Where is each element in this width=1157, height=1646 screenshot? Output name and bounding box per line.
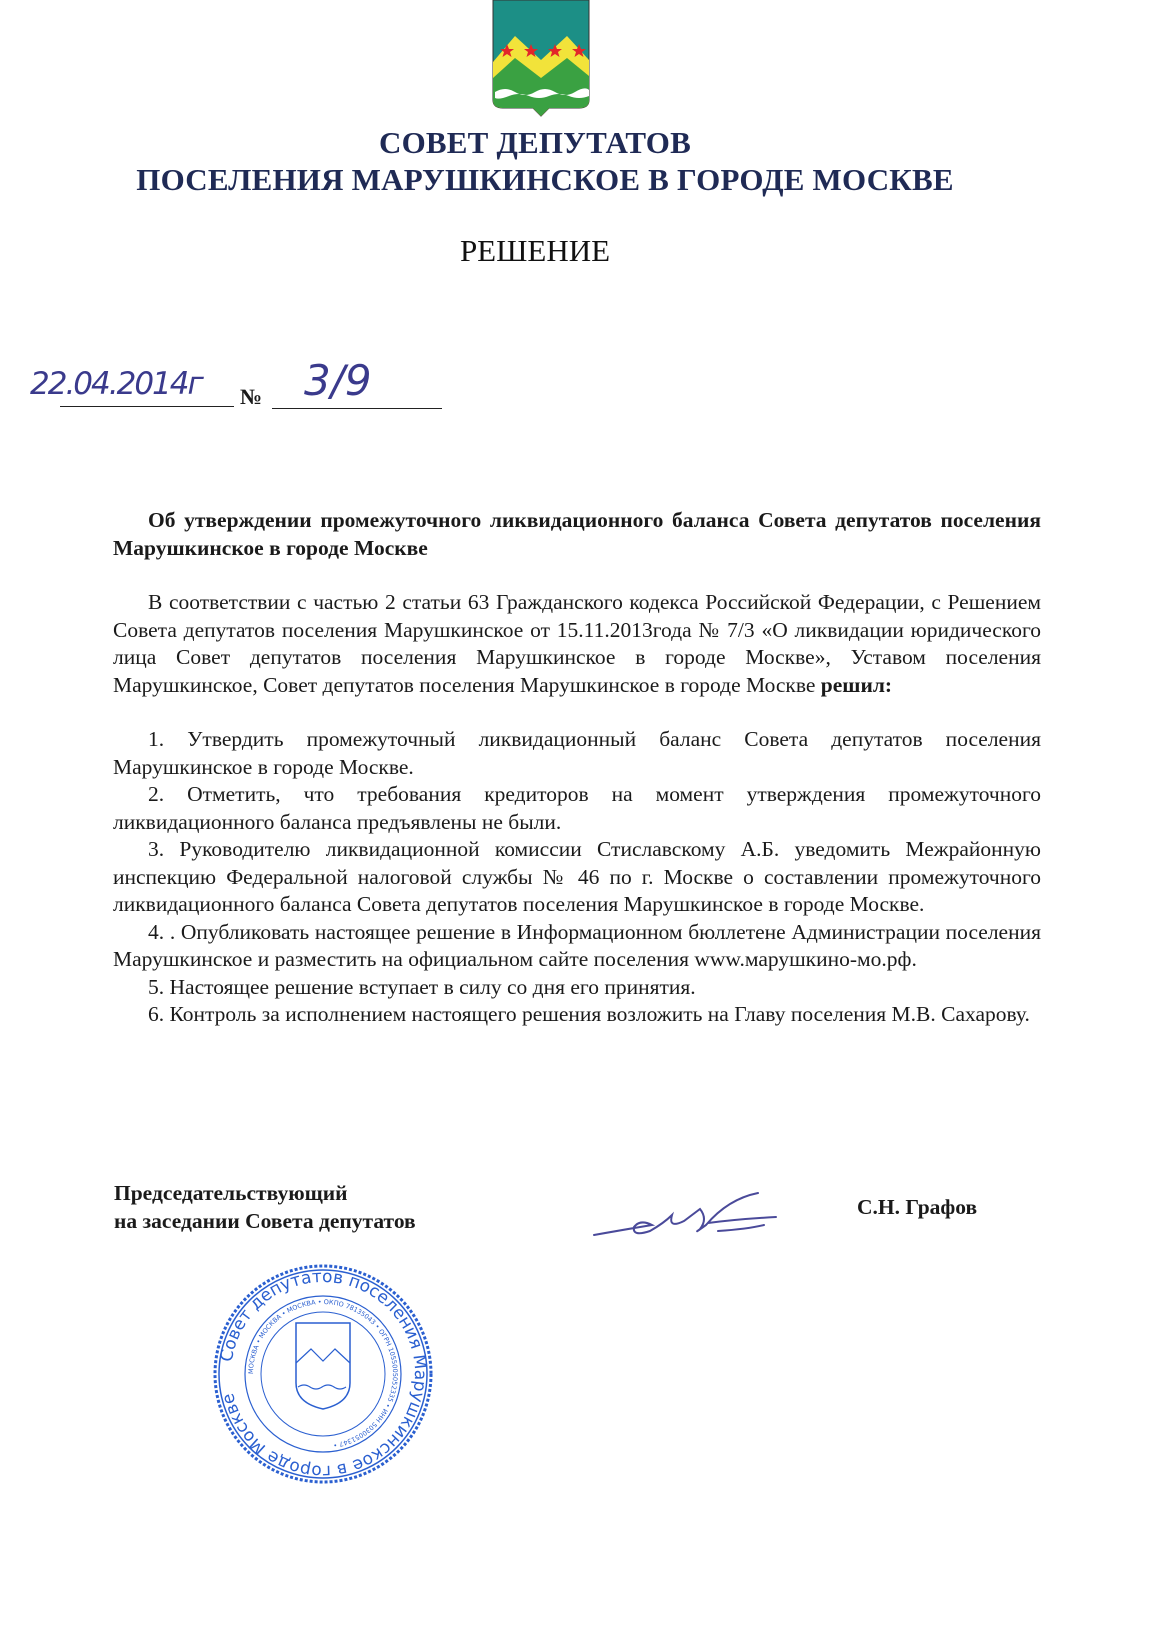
handwritten-signature [588,1189,788,1245]
decision-subject [113,507,1041,562]
handwritten-number: 3/9 [304,356,372,405]
position-line1: Председательствующий [114,1180,348,1205]
council-name-line1: СОВЕТ ДЕПУТАТОВ [378,125,691,160]
document-body [113,507,1041,1485]
subject-text: Об утверждении промежуточного ликвидационного баланса Совета депутатов поселения Марушкинское в городе Москве [113,508,1041,560]
signatory-name: С.Н. Графов [857,1194,978,1219]
svg-text:МОСКВА • МОСКВА • МОСКВА • ОКП [247,1297,399,1448]
number-underline [272,408,442,409]
signature-block [113,1179,1041,1239]
stamp-container [208,1263,438,1485]
document-type: РЕШЕНИЕ [459,233,611,268]
decision-item: 2. Отметить, что требования кредиторов на момент утверждения промежуточного ликвидационного баланса предъявлены не были. [113,782,1041,834]
preamble-text: В соответствии с частью 2 статьи 63 Гражданского кодекса Российской Федерации, с Решением Совета депутатов поселения Марушкинское от 15.11.2013года № 7/3 «О ликвидации юридического лица Совет депутатов поселения Марушкинское в городе Москве», Уставом поселения Марушкинское, Совет депутатов поселения Марушкинское в городе Москве [113,590,1041,697]
decision-items [113,726,1041,1029]
official-stamp [208,1263,438,1485]
decided-word: решил: [820,672,893,697]
decision-item: 3. Руководителю ликвидационной комиссии Стиславскому А.Б. уведомить Межрайонную инспекцию Федеральной налоговой службы № 46 по г. Москве о составлении промежуточного ликвидационного баланса Совета депутатов поселения Марушкинское в городе Москве. [113,837,1041,916]
coat-of-arms-emblem [491,0,591,118]
decision-item: 1. Утвердить промежуточный ликвидационный баланс Совета депутатов поселения Марушкинское в городе Москве. [113,727,1041,779]
signatory-position [114,1179,416,1235]
date-underline [60,406,234,407]
handwritten-date: 22.04.2014г [30,366,202,402]
number-label: № [240,384,263,409]
position-line2: на заседании Совета депутатов [114,1208,416,1233]
decision-item: 4. . Опубликовать настоящее решение в Информационном бюллетене Администрации поселения Марушкинское и разместить на официальном сайте поселения www.марушкино-мо.рф. [113,919,1041,971]
decision-item: 5. Настоящее решение вступает в силу со дня его принятия. [148,974,696,999]
stamp-outer-text: Совет депутатов поселения Марушкинское в городе Москве [216,1266,431,1481]
preamble [113,589,1041,699]
council-name-line2: ПОСЕЛЕНИЯ МАРУШКИНСКОЕ В ГОРОДЕ МОСКВЕ [136,162,954,197]
decision-item: 6. Контроль за исполнением настоящего решения возложить на Главу поселения М.В. Сахарову. [148,1002,1030,1026]
stamp-inner-text: МОСКВА • МОСКВА • МОСКВА • ОКПО 78135043 • ОГРН 1055005052335 • ИНН 5030051347 • [246,1297,400,1449]
